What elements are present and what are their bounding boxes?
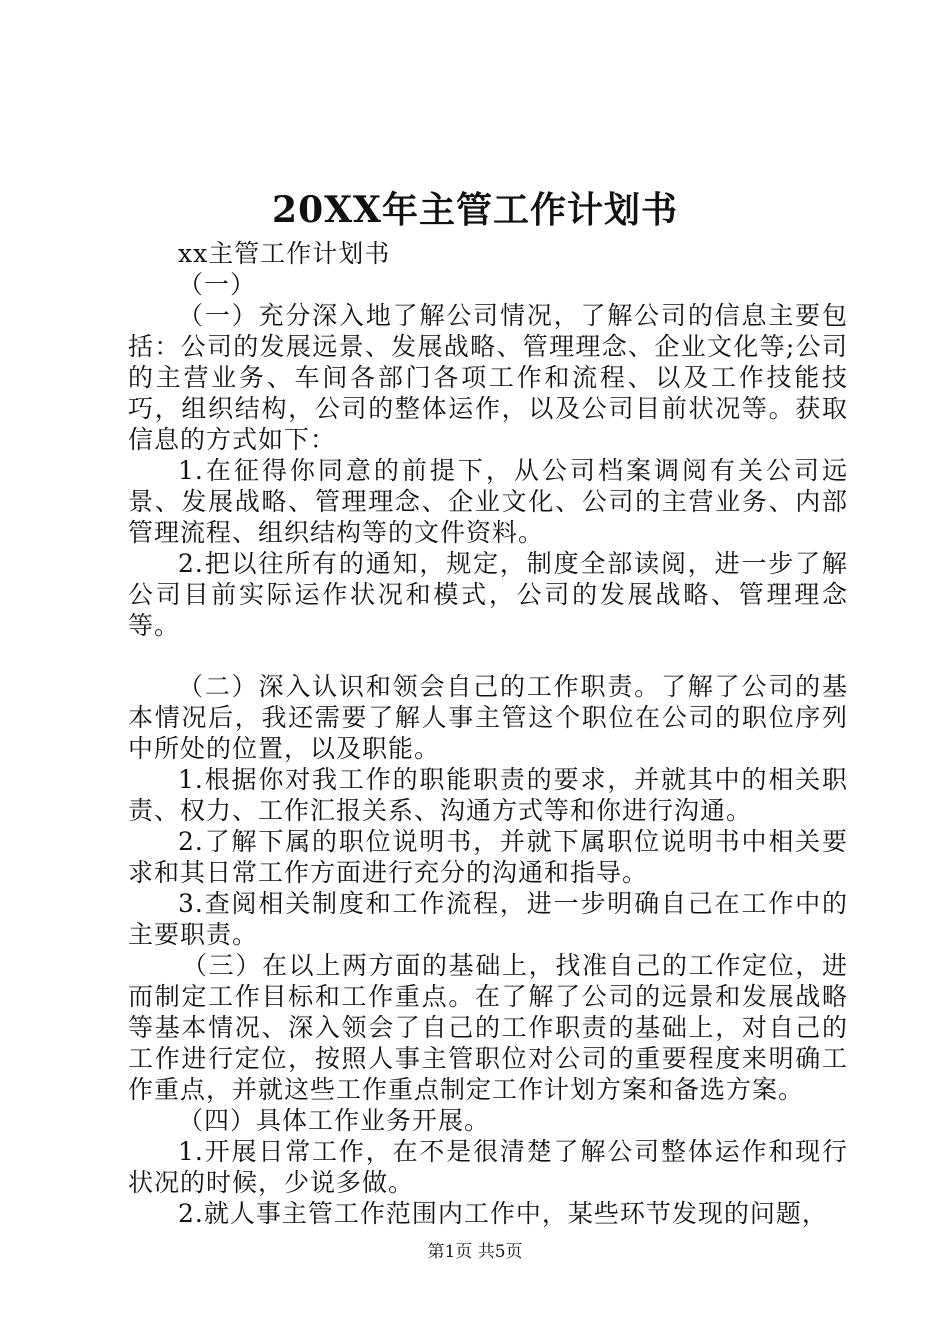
section-two-item-3: 3.查阅相关制度和工作流程，进一步明确自己在工作中的主要职责。 — [128, 889, 848, 949]
page-footer: 第1页 共5页 — [427, 1242, 523, 1262]
document-title: 20XX年主管工作计划书 — [272, 189, 678, 231]
section-two-paragraph: （二）深入认识和领会自己的工作职责。了解了公司的基本情况后，我还需要了解人事主管这个职位在公司的职位序列中所处的位置，以及职能。 — [128, 672, 848, 763]
section-four-item-1: 1.开展日常工作，在不是很清楚了解公司整体运作和现行状况的时候，少说多做。 — [128, 1137, 848, 1197]
section-one-item-2: 2.把以往所有的通知，规定，制度全部读阅，进一步了解公司目前实际运作状况和模式，公司的发展战略、管理理念等。 — [128, 549, 848, 640]
section-two-item-1: 1.根据你对我工作的职能职责的要求，并就其中的相关职责、权力、工作汇报关系、沟通方式等和你进行沟通。 — [128, 765, 848, 825]
section-two-item-2: 2.了解下属的职位说明书，并就下属职位说明书中相关要求和其日常工作方面进行充分的沟通和指导。 — [128, 827, 848, 887]
paragraph-gap — [128, 641, 848, 671]
document-body — [128, 238, 848, 1229]
section-three-paragraph: （三）在以上两方面的基础上，找准自己的工作定位，进而制定工作目标和工作重点。在了解了公司的远景和发展战略等基本情况、深入领会了自己的工作职责的基础上，对自己的工作进行定位，按照人事主管职位对公司的重要程度来明确工作重点，并就这些工作重点制定工作计划方案和备选方案。 — [128, 951, 848, 1104]
subtitle-paragraph: xx主管工作计划书 — [178, 239, 391, 268]
section-four-item-2: 2.就人事主管工作范围内工作中，某些环节发现的问题， — [178, 1199, 828, 1228]
section-one-item-1: 1.在征得你同意的前提下，从公司档案调阅有关公司远景、发展战略、管理理念、企业文化、公司的主营业务、内部管理流程、组织结构等的文件资料。 — [128, 456, 848, 547]
section-one-paragraph: （一）充分深入地了解公司情况，了解公司的信息主要包括：公司的发展远景、发展战略、管理理念、企业文化等;公司的主营业务、车间各部门各项工作和流程、以及工作技能技巧，组织结构，公司的整体运作，以及公司目前状况等。获取信息的方式如下： — [128, 301, 848, 454]
section-marker-paragraph: （一） — [178, 270, 257, 299]
section-four-heading: （四）具体工作业务开展。 — [178, 1106, 491, 1135]
